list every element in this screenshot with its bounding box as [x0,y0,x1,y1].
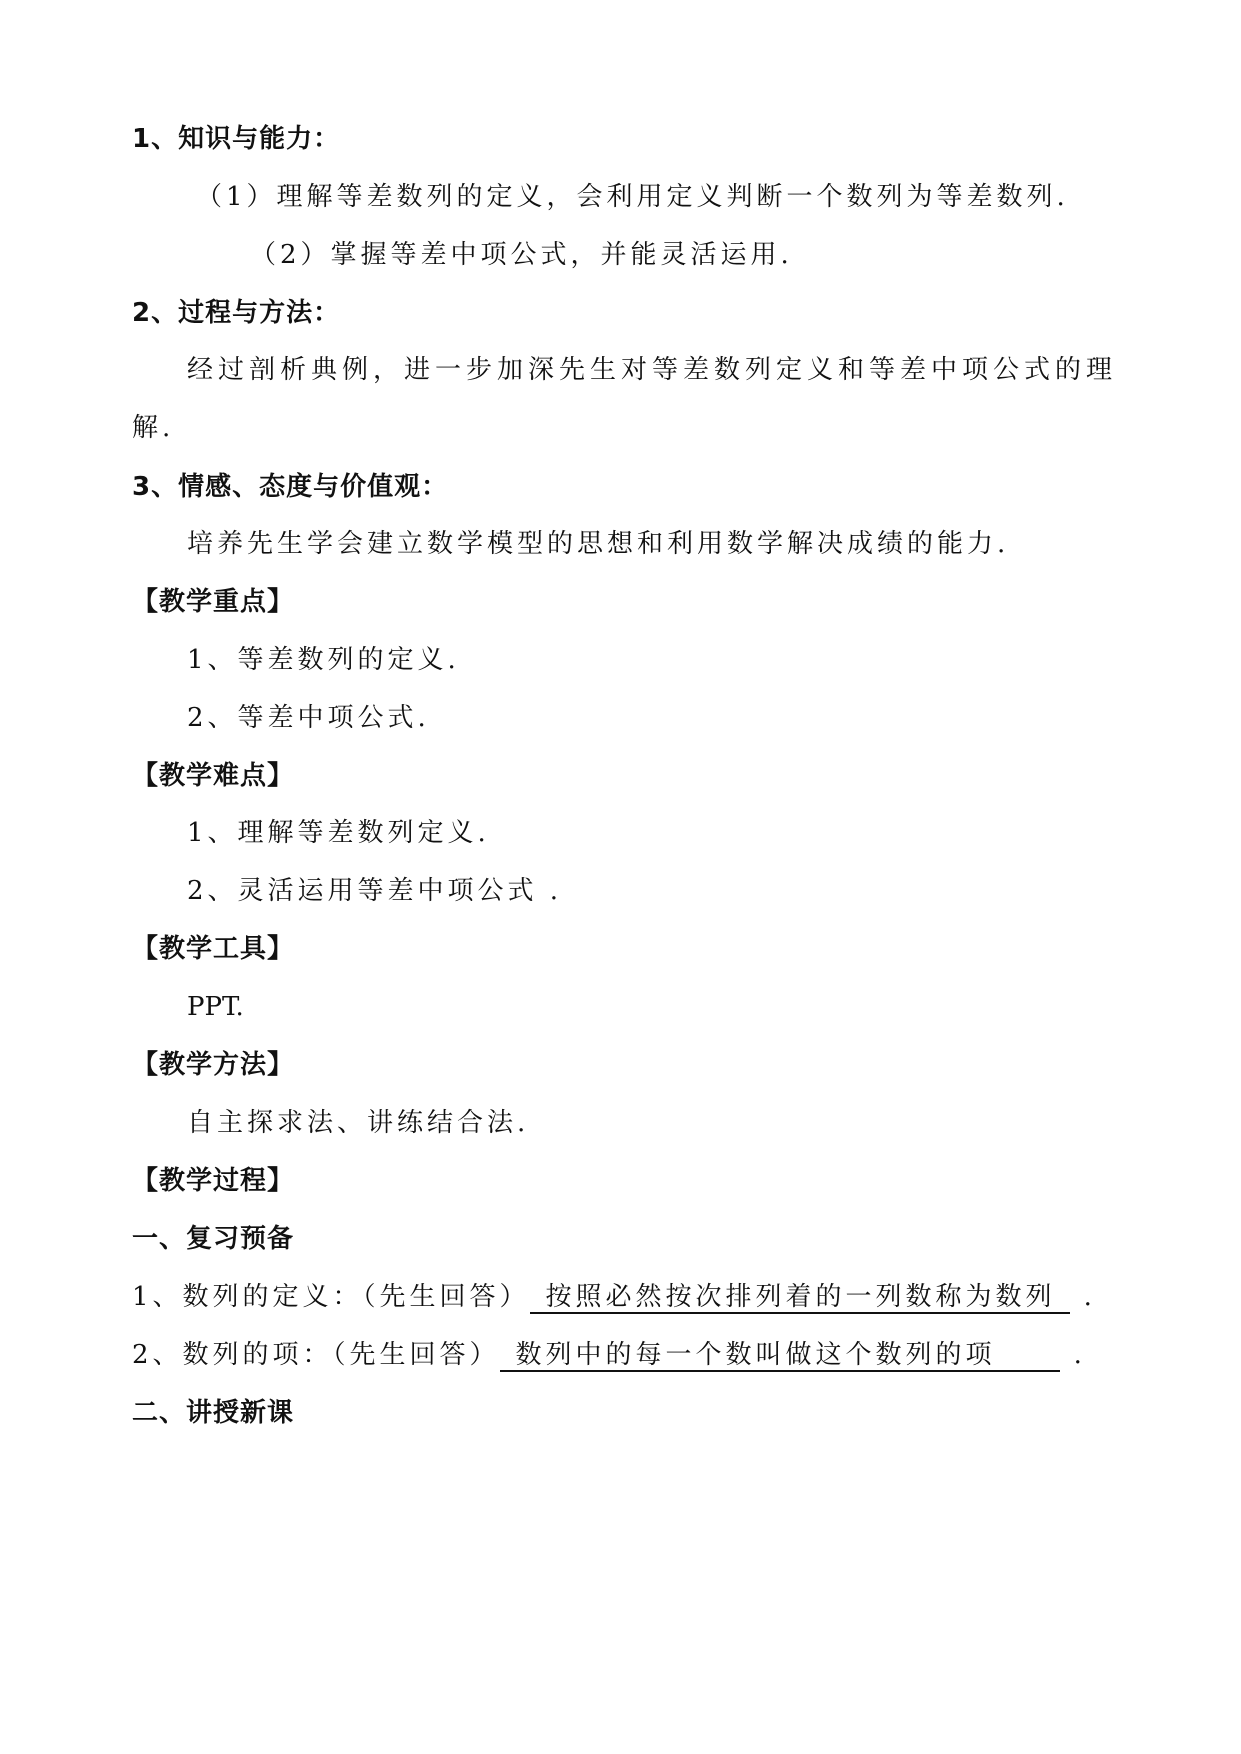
knowledge-heading: 1、知识与能力： [132,124,341,154]
question-1-end: . [1083,1282,1096,1312]
question-2-prompt: 2、数列的项：（先生回答） [132,1340,500,1370]
key-point-1: 1、等差数列的定义. [187,645,460,675]
difficulty-2: 2、灵活运用等差中项公式 . [187,876,563,906]
new-lesson-section-heading: 二、讲授新课 [132,1398,295,1428]
question-1-prompt: 1、数列的定义：（先生回答） [132,1282,530,1312]
review-question-2 [132,1338,1086,1372]
tools-text: PPT. [187,992,244,1022]
key-point-2: 2、等差中项公式. [187,703,430,733]
knowledge-item-2: （2）掌握等差中项公式，并能灵活运用. [250,240,793,270]
difficulties-heading: 【教学难点】 [132,761,295,791]
difficulty-1: 1、理解等差数列定义. [187,818,490,848]
review-section-heading: 一、复习预备 [132,1224,295,1254]
attitude-heading: 3、情感、态度与价值观： [132,472,449,502]
process-text-line2: 解. [132,413,175,443]
procedure-heading: 【教学过程】 [132,1166,295,1196]
review-question-1 [132,1280,1096,1314]
question-2-answer-blank: 数列中的每一个数叫做这个数列的项 [500,1340,1060,1372]
methods-heading: 【教学方法】 [132,1050,295,1080]
methods-text: 自主探求法、讲练结合法. [187,1108,530,1138]
question-1-answer-blank: 按照必然按次排列着的一列数称为数列 [530,1282,1070,1314]
tools-heading: 【教学工具】 [132,934,295,964]
key-points-heading: 【教学重点】 [132,587,295,617]
question-2-end: . [1073,1340,1086,1370]
process-heading: 2、过程与方法： [132,298,341,328]
process-text-line1: 经过剖析典例，进一步加深先生对等差数列定义和等差中项公式的理 [187,355,1118,385]
attitude-text: 培养先生学会建立数学模型的思想和利用数学解决成绩的能力. [187,529,1010,559]
knowledge-item-1: （1）理解等差数列的定义，会利用定义判断一个数列为等差数列. [196,182,1069,212]
